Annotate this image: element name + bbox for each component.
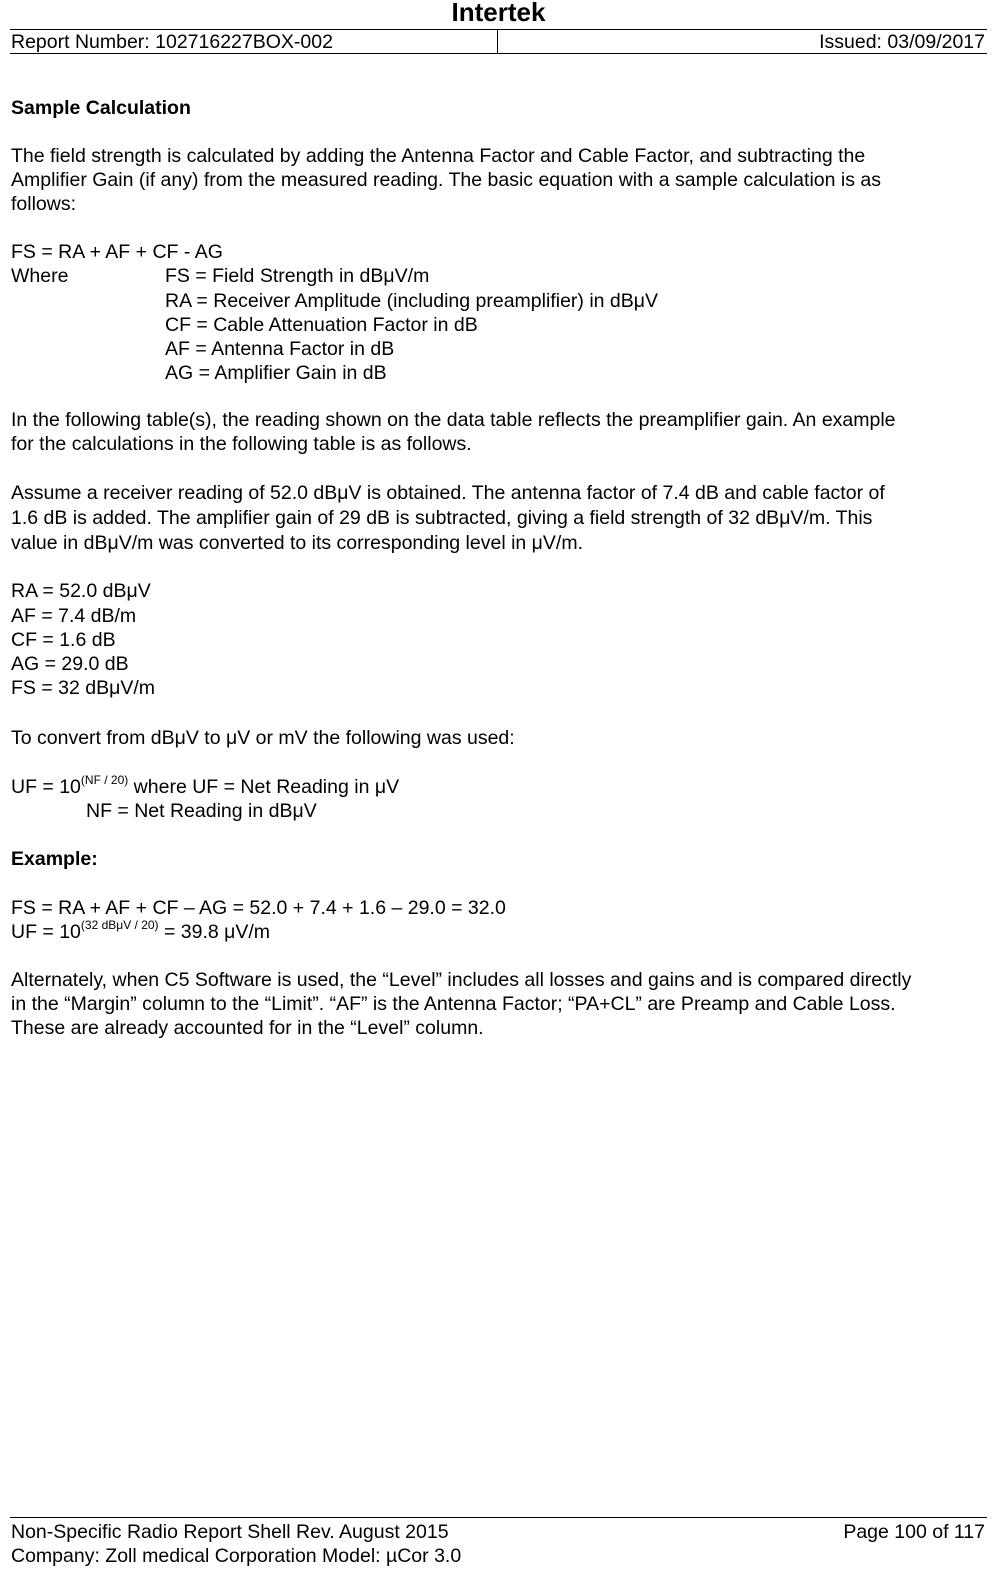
footer-rule: [10, 1517, 987, 1518]
assume-line: value in dBμV/m was converted to its corresponding level in μV/m.: [11, 532, 583, 554]
intro-line: Amplifier Gain (if any) from the measured reading. The basic equation with a sample calculation is as: [11, 169, 881, 191]
value-cf: CF = 1.6 dB: [11, 629, 116, 651]
definition-cf: CF = Cable Attenuation Factor in dB: [165, 314, 478, 336]
alternate-line: in the “Margin” column to the “Limit”. “AF” is the Antenna Factor; “PA+CL” are Preamp and Cable Loss.: [11, 993, 896, 1015]
nf-line: NF = Net Reading in dBμV: [86, 800, 317, 822]
alternate-line: These are already accounted for in the “Level” column.: [11, 1017, 484, 1039]
company-name: Intertek: [451, 0, 546, 27]
uf-formula: [11, 773, 400, 799]
issued-date: Issued: 03/09/2017: [819, 31, 985, 53]
value-ag: AG = 29.0 dB: [11, 653, 129, 675]
footer-company: Company: Zoll medical Corporation Model: µCor 3.0: [11, 1545, 462, 1567]
definition-ag: AG = Amplifier Gain in dB: [165, 362, 387, 384]
footer-shell: Non-Specific Radio Report Shell Rev. August 2015: [11, 1521, 449, 1543]
assume-line: Assume a receiver reading of 52.0 dBμV is obtained. The antenna factor of 7.4 dB and cable factor of: [11, 482, 885, 504]
equation: FS = RA + AF + CF - AG: [11, 241, 223, 263]
header-bottom-rule: [10, 53, 987, 54]
intro-line: follows:: [11, 193, 77, 215]
table-note-line: for the calculations in the following table is as follows.: [11, 433, 472, 455]
uf-formula-where: where UF = Net Reading in μV: [128, 776, 400, 798]
assume-line: 1.6 dB is added. The amplifier gain of 29 dB is subtracted, giving a field strength of 32 dBμV/m. This: [11, 507, 873, 529]
definition-ra: RA = Receiver Amplitude (including preamplifier) in dBμV: [165, 290, 659, 312]
example-uf-result: = 39.8 μV/m: [158, 921, 271, 943]
example-fs: FS = RA + AF + CF – AG = 52.0 + 7.4 + 1.6 – 29.0 = 32.0: [11, 897, 506, 919]
example-uf-exponent: (32 dBμV / 20): [80, 918, 159, 932]
uf-formula-base: UF = 10: [11, 776, 81, 798]
value-fs: FS = 32 dBμV/m: [11, 677, 156, 699]
definition-fs: FS = Field Strength in dBμV/m: [165, 265, 430, 287]
example-uf: [11, 918, 271, 944]
intro-line: The field strength is calculated by adding the Antenna Factor and Cable Factor, and subtracting the: [11, 145, 866, 167]
where-label: Where: [11, 265, 69, 287]
section-title: Sample Calculation: [11, 97, 191, 119]
definition-af: AF = Antenna Factor in dB: [165, 338, 395, 360]
value-af: AF = 7.4 dB/m: [11, 605, 137, 627]
uf-formula-exponent: (NF / 20): [80, 773, 129, 787]
header-divider: [497, 30, 498, 53]
report-number: Report Number: 102716227BOX-002: [11, 31, 333, 53]
example-title: Example:: [11, 848, 98, 870]
footer-page-number: Page 100 of 117: [843, 1521, 985, 1543]
value-ra: RA = 52.0 dBμV: [11, 580, 151, 602]
table-note-line: In the following table(s), the reading shown on the data table reflects the preamplifier gain. An example: [11, 409, 896, 431]
example-uf-base: UF = 10: [11, 921, 81, 943]
alternate-line: Alternately, when C5 Software is used, the “Level” includes all losses and gains and is compared directly: [11, 969, 912, 991]
convert-line: To convert from dBμV to μV or mV the following was used:: [11, 727, 515, 749]
header-top-rule: [10, 29, 987, 30]
